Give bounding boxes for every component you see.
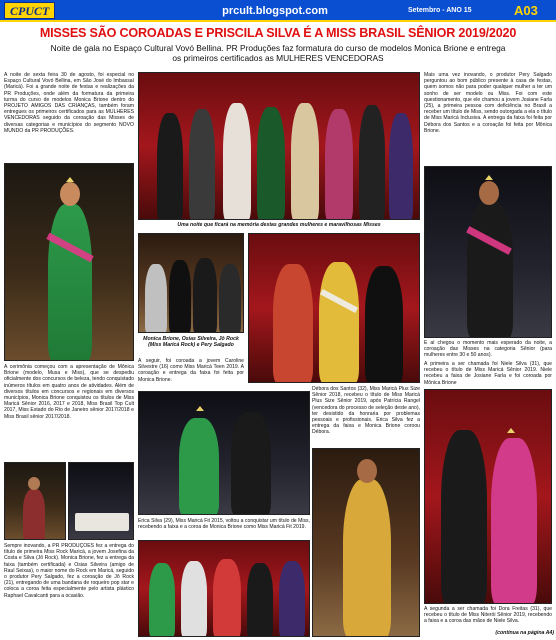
inclusiva-figure	[467, 201, 513, 338]
group-figure-8	[389, 113, 413, 220]
group-figure-2	[189, 109, 215, 220]
photo-crowning-senior	[424, 389, 552, 604]
crown-icon	[196, 406, 204, 411]
crown-icon	[507, 428, 515, 433]
photo-plus-size-portrait	[312, 448, 420, 637]
photo-miss-inclusiva	[424, 166, 552, 338]
fit-figure-1	[179, 418, 219, 515]
inc-figure-4	[247, 563, 273, 637]
article-paragraph-inclusive: Mais uma vez inovando, o produtor Pery Salgado perguntou ao bom público presente à casa de festas, quem somos não para poder qualquer mulher a ter um sonho de ser modelo ou Miss. Foi com este questionamento, que ele chamou a jovem Josiane Farla (25), a primeira pessoa com deficiência no Brasil a receber um título de Miss, sendo outorgada a ela o título de Miss Maricá Inclusiva. A entrega da faixa foi feita por Débora dos Santos e a coroação foi feita por Mônica Brione.	[424, 72, 552, 134]
rock-figure-1	[145, 264, 167, 333]
group-figure-6	[325, 109, 353, 220]
rock-figure-3	[193, 258, 217, 333]
caption-rock-photo: Monica Brione, Osias Silveira, Jô Rock (Miss Maricá Rock) e Pery Salgado	[143, 336, 239, 349]
person-figure	[23, 489, 45, 540]
table-cloth	[75, 513, 129, 531]
page-number: A03	[514, 3, 538, 18]
crown-icon	[485, 175, 493, 180]
article-paragraph-niele: A primeira a ser chamada foi Niele Silva (31), que recebeu o título de Miss Maricá Sênior 2019. Niele recebeu a faixa de Josiane Farla e foi coroada por Mônica Brione	[424, 361, 552, 386]
senior-figure-2	[491, 438, 537, 604]
senior-figure-1	[441, 430, 487, 604]
group-figure-5	[291, 103, 319, 220]
portrait-figure	[343, 479, 391, 637]
article-paragraph-teen: A seguir, foi coroada a jovem Caroline Silvestre (16) como Miss Maricá Teen 2019. A coroação e entrega da faixa foi feita por Monica Brione.	[138, 358, 244, 383]
caption-group-photo: Uma noite que ficará na memória destas grandes mulheres e maravilhosas Misses	[177, 222, 381, 228]
group-figure-4	[257, 107, 285, 220]
photo-inclusive-group	[138, 540, 310, 637]
rock-figure-4	[219, 264, 241, 333]
fit-figure-2	[231, 412, 271, 515]
masthead-bar	[0, 0, 556, 22]
plus-figure-1	[273, 264, 313, 383]
site-link[interactable]: prcult.blogspot.com	[222, 5, 328, 17]
issue-date: Setembro - ANO 15	[408, 7, 472, 14]
group-figure-7	[359, 105, 385, 220]
photo-plus-size	[248, 233, 420, 383]
article-paragraph-dora: A segunda a ser chamada foi Dora Freitas (31), que recebeu o título de Miss Niterói Sênior 2019, recebendo a faixa e a coroa das mãos de Niele Silva.	[424, 606, 552, 625]
article-paragraph-fit: Erica Silva (29), Miss Maricá Fit 2015, voltou a conquistar um título de Miss, recebendo a faixa e a coroa de Monica Brione como Miss Maricá Fit 2019.	[138, 518, 310, 531]
photo-rock-group	[138, 233, 244, 333]
group-figure-1	[157, 113, 183, 220]
inclusiva-head	[479, 181, 499, 205]
portrait-head	[357, 459, 377, 483]
subheadline-line-2: os primeiros certificados as MULHERES VENCEDORAS	[172, 53, 384, 63]
continued-note[interactable]: (continua na página A4)	[495, 630, 554, 636]
plus-figure-2	[319, 262, 359, 383]
subheadline-line-1: Noite de gala no Espaço Cultural Vovó Bellina. PR Produções faz formatura do curso de modelos Monica Brione e entrega	[50, 43, 506, 53]
article-paragraph-senior: E aí chegou o momento mais esperado da noite, a coroação das Misses na categoria Sênior (para mulheres entre 30 e 50 anos).	[424, 340, 552, 359]
group-figure-3	[223, 103, 251, 220]
model-head	[60, 182, 80, 206]
photo-group-misses	[138, 72, 420, 220]
plus-figure-3	[365, 266, 403, 383]
page-headline: MISSES SÃO COROADAS E PRISCILA SILVA É A MISS BRASIL SÊNIOR 2019/2020	[39, 26, 517, 40]
inc-figure-3	[213, 559, 241, 637]
article-paragraph-plus-size: Débora dos Santos (32), Miss Maricá Plus Size Sênior 2018, recebeu o título de Miss Maricá Plus Size Sênior 2019, após Patrícia Rangel (vencedora do processo de seleção deste ano), ter desistido da honraria por problemas pessoais e profissionais. Erica Silva fez a entrega da faixa e Monica Brione coroou Débora.	[312, 386, 420, 436]
rock-figure-2	[169, 260, 191, 333]
photo-monica-brione	[4, 163, 134, 361]
inc-figure-2	[181, 561, 207, 637]
article-paragraph-rock: Sempre inovando, a PR PRODUÇÕES fez a entrega do título de primeira Miss Rock Maricá, a jovem Josefina da Costa e Silva (Jô Rock). Monica Brione, fez a entrega da faixa (também certificada) e Osias Silveira (amigo de Raul Seixas), o maior nome do Rock em Maricá, seguido o produtor Pery Salgado, fez a coroação de Jô Rock (21), entregando de uma bandana de roqueiro pop star e coloca a coroa feita especialmente pelo artista plástico Raphael Cavalcanti para a ocasião.	[4, 543, 134, 599]
inc-figure-1	[149, 563, 175, 637]
photo-stage-left	[4, 462, 66, 540]
newspaper-logo: CPUCT	[4, 2, 55, 19]
photo-miss-fit	[138, 391, 310, 515]
article-paragraph-ceremony: A cerimônia começou com a apresentação de Mônica Brione (modelo, Musa e Miss), que se despediu oficialmente dos concursos de beleza, tendo conquistado inúmeros títulos em quatro anos de atividades. Além de diversos títulos em concursos e regionais em diversos municípios, Monica Brione conquistou os títulos de Miss Maricá Sênior 2016, 2017 e 2018, Miss Brasil Top Cult 2017, Miss Estado do Rio de Janeiro sênior 2017/2018 e Miss Brasil sênior 2017/2018.	[4, 364, 134, 420]
crown-icon	[66, 177, 74, 182]
inc-figure-5	[279, 561, 305, 637]
photo-table-setting	[68, 462, 134, 540]
person-head	[28, 477, 40, 490]
article-paragraph-intro: A noite de sexta feira 30 de agosto, foi especial no Espaço Cultural Vovó Bellina, em São José do Imbassaí (Maricá). Foi a grande noite de festas e realizações da PR Produções, onde além da formatura da primeira turma do curso de modelos Monica Brione dentro do PROJETO AMIGOS DAS CRIANÇAS, também foram entregues os primeiros certificados para as MULHERES VENCEDORAS seguido da coroação das Misses de diversas categorias e municípios do segmento NOVO MUNDO da PR PRODUÇÕES.	[4, 72, 134, 134]
model-figure	[48, 204, 92, 361]
